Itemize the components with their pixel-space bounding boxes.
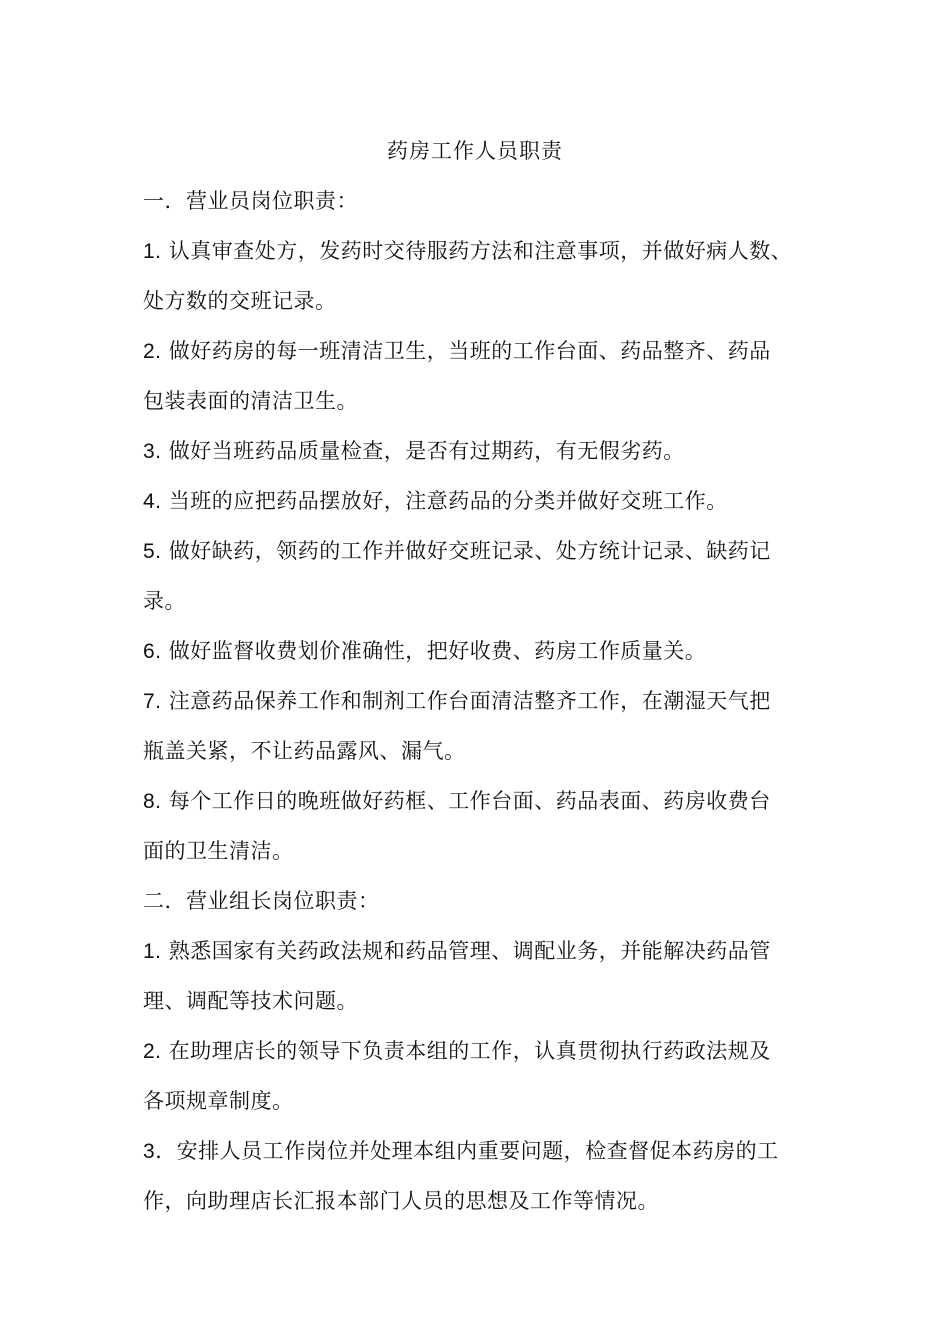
item-number: 3. — [143, 440, 162, 463]
section1-item-4 — [143, 486, 823, 517]
section1-item-8-line2: 面的卫生清洁。 — [143, 839, 294, 863]
item-text: 在助理店长的领导下负责本组的工作，认真贯彻执行药政法规及 — [161, 1039, 771, 1063]
section1-heading: 一．营业员岗位职责： — [143, 189, 358, 213]
item-text: 注意药品保养工作和制剂工作台面清洁整齐工作，在潮湿天气把 — [161, 689, 771, 713]
item-number: 1. — [143, 940, 162, 963]
section1-item-7-line1 — [143, 686, 823, 717]
section1-item-1-line2: 处方数的交班记录。 — [143, 289, 337, 313]
item-text: 熟悉国家有关药政法规和药品管理、调配业务，并能解决药品管 — [161, 939, 771, 963]
item-number: 1. — [143, 240, 162, 263]
section1-item-1-line1 — [143, 236, 823, 267]
item-number: 7. — [143, 690, 162, 713]
item-number: 5. — [143, 540, 162, 563]
section2-item-2-line2: 各项规章制度。 — [143, 1089, 294, 1113]
section1-item-8-line1 — [143, 786, 823, 817]
item-number: 6. — [143, 640, 162, 663]
item-text: 做好药房的每一班清洁卫生，当班的工作台面、药品整齐、药品 — [161, 339, 771, 363]
section1-item-5-line1 — [143, 536, 823, 567]
item-number: 8. — [143, 790, 162, 813]
item-text: 做好缺药，领药的工作并做好交班记录、处方统计记录、缺药记 — [161, 539, 771, 563]
section2-item-3-line2: 作，向助理店长汇报本部门人员的思想及工作等情况。 — [143, 1189, 659, 1213]
section1-item-7-line2: 瓶盖关紧，不让药品露风、漏气。 — [143, 739, 466, 763]
item-text: ．安排人员工作岗位并处理本组内重要问题，检查督促本药房的工 — [155, 1139, 779, 1163]
section1-item-2-line2: 包装表面的清洁卫生。 — [143, 389, 358, 413]
item-text: 认真审查处方，发药时交待服药方法和注意事项，并做好病人数、 — [161, 239, 793, 263]
item-text: 每个工作日的晚班做好药框、工作台面、药品表面、药房收费台 — [161, 789, 771, 813]
section2-item-3-line1 — [143, 1136, 823, 1167]
section2-item-2-line1 — [143, 1036, 823, 1067]
item-text: 做好当班药品质量检查，是否有过期药，有无假劣药。 — [161, 439, 685, 463]
item-text: 做好监督收费划价准确性，把好收费、药房工作质量关。 — [161, 639, 707, 663]
item-text: 当班的应把药品摆放好，注意药品的分类并做好交班工作。 — [161, 489, 728, 513]
section1-item-6 — [143, 636, 823, 667]
section2-heading: 二．营业组长岗位职责： — [143, 889, 380, 913]
item-number: 3 — [143, 1140, 156, 1163]
section1-item-2-line1 — [143, 336, 823, 367]
section2-item-1-line1 — [143, 936, 823, 967]
section2-item-1-line2: 理、调配等技术问题。 — [143, 989, 358, 1013]
document-title: 药房工作人员职责 — [387, 139, 563, 163]
item-number: 2. — [143, 1040, 162, 1063]
section1-item-3 — [143, 436, 823, 467]
item-number: 4. — [143, 490, 162, 513]
item-number: 2. — [143, 340, 162, 363]
section1-item-5-line2: 录。 — [143, 589, 186, 613]
